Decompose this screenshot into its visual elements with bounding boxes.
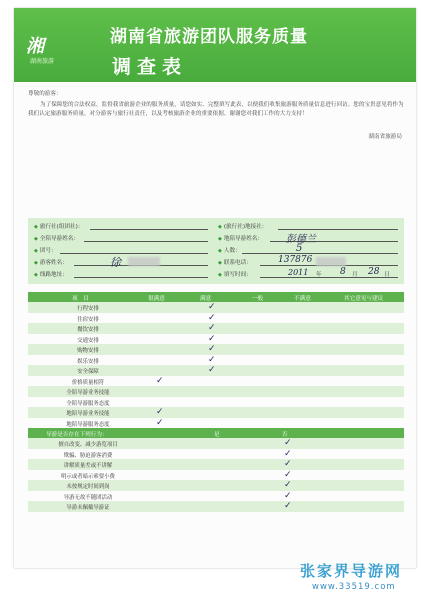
- row-label: 全陪导游业务技能: [66, 390, 110, 396]
- table-row: [28, 386, 404, 397]
- org-left-field: ◆ 旅行社(组团社)：: [34, 224, 84, 230]
- row-label: 讲解质量差或不讲解: [63, 463, 113, 469]
- table-row: [28, 470, 404, 481]
- col-satisfied: 满意: [200, 296, 212, 302]
- col-item: 项 目: [72, 296, 89, 302]
- people-label: 人数：: [223, 248, 241, 254]
- phone-label: 联系电话：: [223, 260, 252, 266]
- group-no-label: 团号：: [39, 248, 57, 254]
- guide-full-line: [84, 241, 208, 242]
- row-label: 交通安排: [77, 337, 99, 344]
- row-label: 擅自改变、减少游览项目: [58, 442, 118, 448]
- row-label: 行程安排: [77, 306, 99, 312]
- col-very-satisfied: 很满意: [148, 296, 165, 302]
- fill-month: 8: [340, 267, 346, 277]
- checkmark-icon: ✓: [208, 323, 216, 333]
- checkmark-icon: ✓: [156, 417, 164, 428]
- fill-date-label: 填写时间：: [223, 272, 252, 278]
- row-label: 价格质量相符: [71, 379, 105, 386]
- tourist-name-label: 游客姓名：: [39, 260, 68, 266]
- phone-field: ◆ 联系电话：: [218, 260, 252, 266]
- header-banner: [14, 8, 416, 82]
- table-row: [28, 313, 404, 324]
- checkmark-icon: ✓: [208, 344, 216, 354]
- checkmark-icon: ✓: [284, 469, 292, 480]
- behavior-rows: [28, 438, 404, 512]
- greeting: 尊敬的游客：: [28, 91, 62, 97]
- table-row: [28, 302, 404, 313]
- tourist-name-value: 徐: [110, 256, 121, 269]
- fill-year: 2011: [288, 268, 309, 277]
- row-label: 导游未佩戴导游证: [66, 505, 110, 511]
- tourism-logo: [26, 32, 72, 72]
- section2-no: 否: [282, 432, 288, 438]
- org-left-label: 旅行社(组团社)：: [39, 224, 84, 230]
- people-field: ◆ 人数：: [218, 248, 241, 254]
- page-title: 湖南省旅游团队服务质量: [110, 27, 308, 47]
- watermark-site: 张家界导游网: [300, 562, 403, 580]
- table-row: [28, 459, 404, 470]
- row-label: 导游无故不随团活动: [63, 494, 113, 501]
- row-label: 明示或者暗示索要小费: [61, 473, 115, 480]
- redaction-blur: [128, 257, 160, 266]
- group-no-field: ◆ 团号：: [34, 248, 57, 254]
- checkmark-icon: ✓: [208, 354, 216, 365]
- section2-header: [28, 428, 404, 438]
- fill-date-line: [260, 277, 398, 278]
- org-right-field: ◆ (旅行社)地接社：: [218, 224, 268, 230]
- table-row: [28, 491, 404, 502]
- rating-table: [28, 292, 404, 512]
- checkmark-icon: ✓: [156, 407, 164, 417]
- row-label: 安全保障: [77, 369, 99, 375]
- checkmark-icon: ✓: [284, 438, 292, 448]
- col-comments: 其它意见与建议: [344, 296, 384, 302]
- row-label: 欺骗、胁迫游客消费: [63, 452, 113, 459]
- page-subtitle: 调查表: [112, 56, 188, 78]
- table-row: [28, 323, 404, 334]
- checkmark-icon: ✓: [208, 312, 216, 323]
- checkmark-icon: ✓: [208, 302, 216, 312]
- checkmark-icon: ✓: [284, 480, 292, 490]
- survey-sheet: [14, 8, 416, 568]
- row-label: 餐饮安排: [77, 327, 99, 333]
- row-label: 住宿安排: [77, 316, 99, 323]
- logo-subtitle: 湖南旅游: [30, 58, 55, 65]
- guide-full-label: 全陪导游姓名：: [39, 236, 80, 242]
- checkmark-icon: ✓: [208, 365, 216, 375]
- people-line: [242, 253, 398, 254]
- table-row: [28, 334, 404, 345]
- logo-mark: 湘: [26, 36, 43, 57]
- group-no-line: [60, 253, 208, 254]
- checkmark-icon: ✓: [284, 501, 292, 511]
- table-row: [28, 501, 404, 512]
- info-block: [28, 218, 404, 284]
- table-row: [28, 449, 404, 460]
- col-unsatisfied: 不满意: [294, 296, 311, 302]
- route-field: ◆ 线路地址：: [34, 272, 68, 278]
- guide-full-field: ◆ 全陪导游姓名：: [34, 236, 80, 242]
- row-label: 全陪导游服务态度: [66, 400, 110, 407]
- table-row: [28, 438, 404, 449]
- table-row: [28, 376, 404, 387]
- table-row: [28, 418, 404, 429]
- signature: 湖南省旅游局: [368, 134, 402, 140]
- guide-local-field: ◆ 地陪导游姓名：: [218, 236, 264, 242]
- row-label: 地陪导游服务态度: [66, 421, 110, 428]
- table-header: [28, 292, 404, 302]
- checkmark-icon: ✓: [284, 459, 292, 469]
- people-value: 5: [296, 243, 303, 254]
- table-row: [28, 355, 404, 366]
- day-suffix: 日: [384, 272, 390, 278]
- month-suffix: 月: [352, 272, 358, 278]
- checkmark-icon: ✓: [284, 490, 292, 501]
- year-suffix: 年: [316, 272, 322, 278]
- table-row: [28, 480, 404, 491]
- table-row: [28, 407, 404, 418]
- org-left-line: [90, 229, 208, 230]
- guide-local-value: 彭德兰: [286, 234, 316, 245]
- rating-rows: [28, 302, 404, 428]
- route-line: [74, 277, 208, 278]
- redaction-blur: [316, 257, 346, 266]
- row-label: 未按规定时间到岗: [66, 484, 110, 490]
- row-label: 娱乐安排: [77, 358, 99, 365]
- intro-text: [28, 90, 404, 120]
- watermark-url: www.33519.com: [312, 582, 396, 592]
- checkmark-icon: ✓: [284, 448, 292, 459]
- table-row: [28, 397, 404, 408]
- tourist-name-field: ◆ 游客姓名：: [34, 260, 68, 266]
- guide-local-label: 地陪导游姓名：: [223, 236, 264, 242]
- fill-date-field: ◆ 填写时间：: [218, 272, 252, 278]
- col-average: 一般: [252, 296, 264, 302]
- table-row: [28, 365, 404, 376]
- phone-value: 137876: [278, 255, 313, 265]
- route-label: 线路地址：: [39, 272, 68, 278]
- table-row: [28, 344, 404, 355]
- section2-yes: 是: [214, 432, 220, 438]
- row-label: 购物安排: [77, 348, 99, 354]
- fill-day: 28: [368, 267, 380, 277]
- org-right-label: (旅行社)地接社：: [223, 224, 268, 230]
- checkmark-icon: ✓: [208, 333, 216, 344]
- checkmark-icon: ✓: [156, 375, 164, 386]
- section2-title: 导游是否存在下列行为：: [46, 432, 108, 438]
- intro-body: 为了保障您的合法权益，监督我省旅游企业的服务质量，请您如实、完整填写此表，以便我们收集旅游服务质量信息进行回访。您的宝贵意见将作为我们认定旅游服务质量，对分游客与旅行社责任，以及考核旅游企业的重要依据。谢谢您对我们工作的大力支持！: [28, 102, 404, 118]
- row-label: 地陪导游业务技能: [66, 411, 110, 417]
